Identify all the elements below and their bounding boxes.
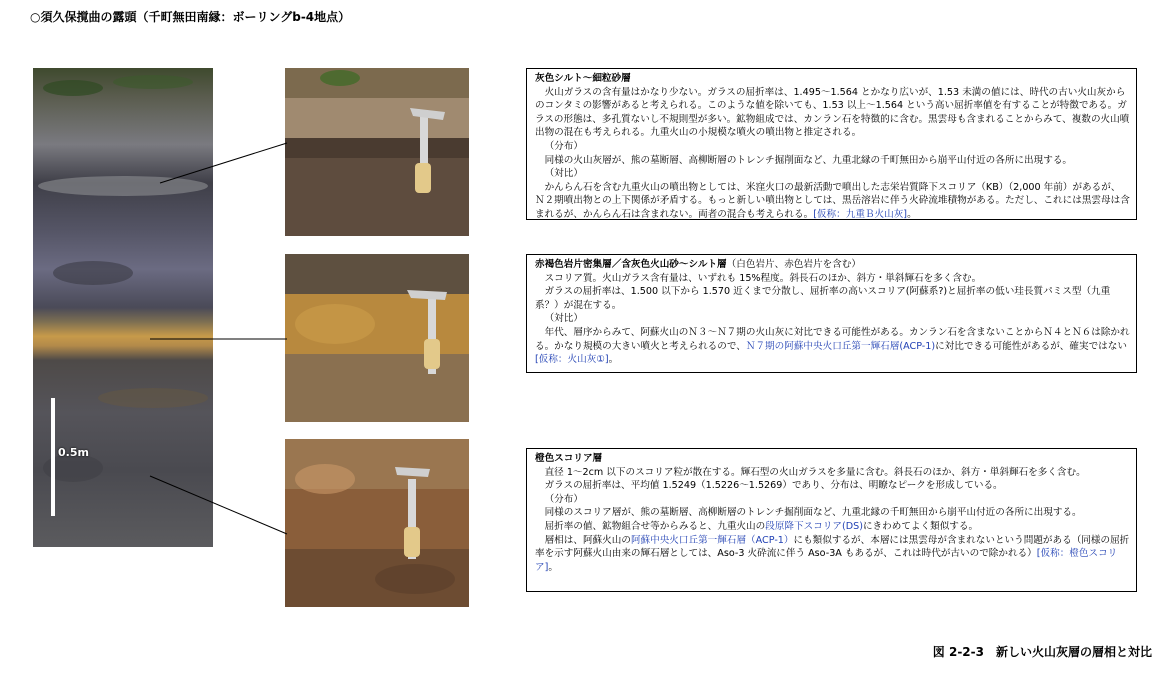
layer-3-acp1-ref: 阿蘇中央火口丘第一輝石層（ACP-1） (630, 534, 794, 546)
layer-2-correlation-mid: に対比できる可能性があるが、確実ではない (935, 340, 1127, 352)
layer-2-correlation-end: 。 (608, 354, 619, 366)
layer-3-correlation-text: 層相は、阿蘇火山の (544, 534, 631, 546)
layer-2-acp1-ref: Ｎ７期の阿蘇中央火口丘第一輝石層(ACP-1) (745, 340, 936, 352)
layer-3-correlation-mid: にも類似するが、本層には黒雲母が含まれないという問題がある（同様の屈折率を示す阿蘇火山由来の輝石層としては、Aso-3 火砕流に伴う Aso-3A もあるが、これは時代が古いので除かれる） (535, 534, 1130, 560)
figure-caption: 図 2-2-3 新しい火山灰層の層相と対比 (932, 645, 1152, 659)
layer-2-heading-note: （白色岩片、赤色岩片を含む） (726, 259, 861, 270)
layer-3-similarity-end: にきわめてよく類似する。 (862, 520, 979, 532)
layer-3-similarity-text: 屈折率の値、鉱物組合せ等からみると、九重火山の (544, 520, 766, 532)
layer-3-correlation (535, 534, 1130, 575)
layer-2-corr-heading: （対比） (544, 313, 583, 325)
layer-2-refractive-index: ガラスの屈折率は、1.500 以下から 1.570 近くまで分散し、屈折率の高いスコリア(阿蘇系?)と屈折率の低い珪長質パミス型（九重系？）が混在する。 (535, 286, 1111, 311)
layer-1-dist-heading: （分布） (544, 140, 583, 152)
page-title: ○須久保撹曲の露頭（千町無田南縁：ボーリングb-4地点） (30, 10, 351, 24)
layer-2-heading: 赤褐色岩片密集層／含灰色火山砂〜シルト層 (535, 259, 727, 270)
layer-3-correlation-end: 。 (548, 561, 558, 573)
layer-3-ds-ref: 段原降下スコリア(DS) (765, 520, 863, 532)
layer-1-heading: 灰色シルト〜細粒砂層 (535, 73, 631, 84)
layer-1-distribution: 同様の火山灰層が、熊の墓断層、高柳断層のトレンチ掘削面など、九重北縁の千町無田から崩平山付近の各所に出現する。 (544, 154, 1073, 166)
layer-box-1 (526, 68, 1137, 220)
layer-3-heading: 橙色スコリア層 (535, 453, 603, 464)
layer-1-correlation (535, 181, 1130, 220)
scale-bar (51, 398, 55, 516)
layer-3-distribution: 同様のスコリア層が、熊の墓断層、高柳断層のトレンチ掘削面など、九重北縁の千町無田から崩平山付近の各所に出現する。 (544, 507, 1082, 519)
layer-3-similarity (535, 520, 1130, 534)
layer-2-correlation-text: 年代、層序からみて、阿蘇火山のＮ３〜Ｎ７期の火山灰に対比できる可能性がある。カンラン石を含まないことからＮ４とＮ６は除かれる。かなり規模の大きい噴火と考えられるので、 (535, 326, 1130, 352)
layer-2-tentative-name: [仮称：火山灰①] (535, 354, 609, 366)
layer-1-correlation-end: 。 (907, 208, 917, 220)
layer-3-dist-heading: （分布） (544, 493, 583, 505)
layer-box-3 (526, 448, 1137, 592)
layer-1-tentative-name: [仮称：九重Ｂ火山灰] (813, 208, 908, 220)
layer-3-tentative-name: [仮称：橙色スコリア] (535, 548, 1118, 573)
layer-2-description: スコリア質。火山ガラス含有量は、いずれも 15%程度。斜長石のほか、斜方・単斜輝石を多く含む。 (544, 272, 982, 284)
layer-1-corr-heading: （対比） (544, 168, 583, 180)
layer-1-correlation-text: かんらん石を含む九重火山の噴出物としては、米窪火口の最新活動で噴出した志栄岩質降下スコリア（KB）（2,000 年前）があるが、Ｎ２期噴出物との上下関係が矛盾する。もっと新しい噴出物としては、黒岳溶岩に伴う火砕流堆積物がある。ただし、これには黒雲母は含まれるが、かんらん石は含まれない。両者の混合も考えられる。 (535, 181, 1130, 220)
layer-1-description: 火山ガラスの含有量はかなり少ない。ガラスの屈折率は、1.495〜1.564 とかなり広いが、1.53 未満の値には、時代の古い火山灰からのコンタミの影響があると考えられる。このような値を除いても、1.53 以上〜1.564 という高い屈折率値を有することが特徴である。ガラスの形態は、多孔質ないし不規則型が多い。鉱物組成では、カンラン石を特徴的に含む。黒雲母も含まれることからみて、複数の火山噴出物の混在も考えられる。九重火山の小規模な噴火の噴出物と推定される。 (535, 86, 1130, 139)
detail-photo-3 (285, 439, 469, 607)
outcrop-photo (33, 68, 213, 547)
layer-box-2 (526, 254, 1137, 373)
layer-2-correlation (535, 326, 1130, 367)
detail-photo-2 (285, 254, 469, 422)
scale-label: 0.5m (58, 446, 89, 459)
layer-3-refractive-index: ガラスの屈折率は、平均値 1.5249（1.5226〜1.5269）であり、分布は、明瞭なピークを形成している。 (544, 480, 1003, 492)
detail-photo-1 (285, 68, 469, 236)
layer-3-description: 直径 1〜2cm 以下のスコリア粒が散在する。輝石型の火山ガラスを多量に含む。斜長石のほか、斜方・単斜輝石を多く含む。 (544, 466, 1086, 478)
